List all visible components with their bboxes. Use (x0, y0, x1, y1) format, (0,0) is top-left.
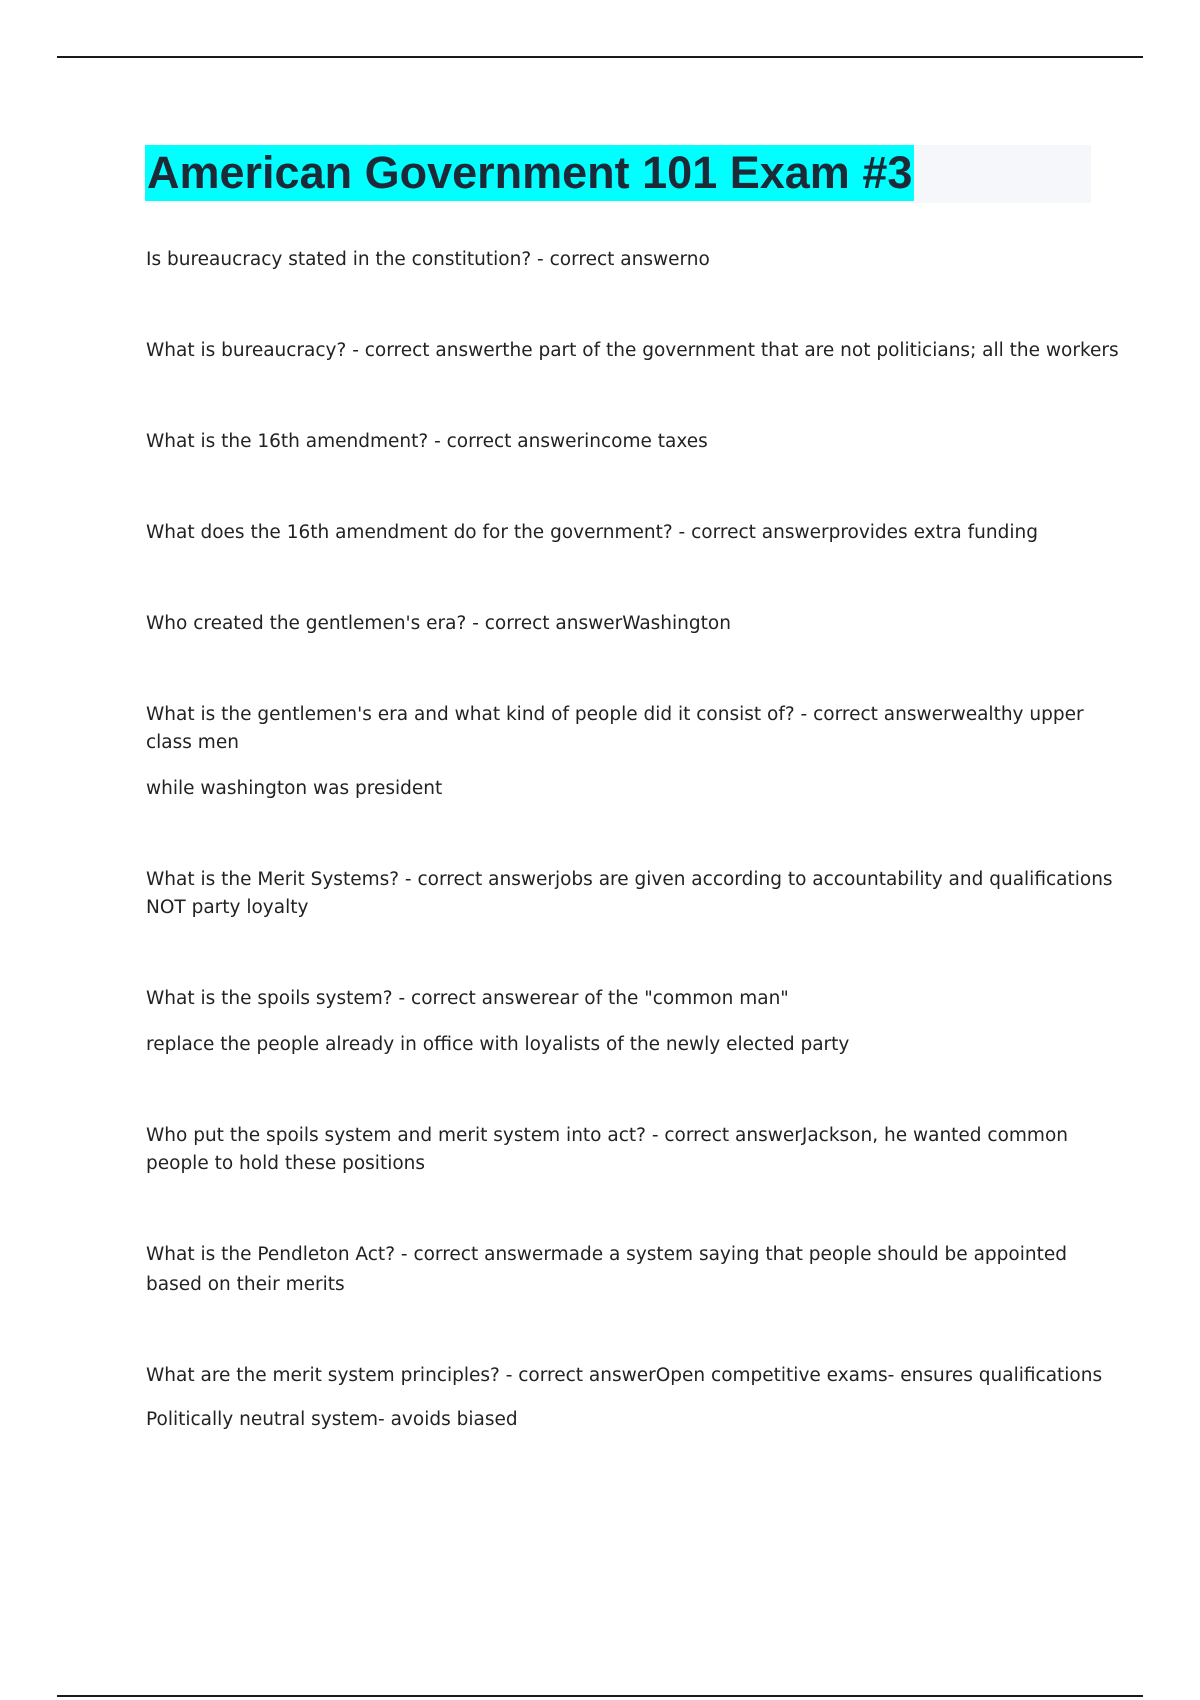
qa-item-6-line-2: class men (146, 732, 239, 753)
qa-item-3: What is the 16th amendment? - correct answerincome taxes (146, 431, 708, 452)
qa-item-4: What does the 16th amendment do for the government? - correct answerprovides extra funding (146, 522, 1038, 543)
qa-item-8-line-1: What is the spoils system? - correct answerear of the "common man" (146, 988, 789, 1009)
qa-item-7-line-1: What is the Merit Systems? - correct answerjobs are given according to accountability and qualifications (146, 869, 1113, 890)
top-rule (57, 56, 1143, 58)
qa-item-10-line-1: What is the Pendleton Act? - correct answermade a system saying that people should be appointed (146, 1244, 1067, 1265)
qa-item-11-line-2: Politically neutral system- avoids biased (146, 1409, 518, 1430)
qa-item-1: Is bureaucracy stated in the constitution? - correct answerno (146, 249, 710, 270)
bottom-rule (57, 1695, 1143, 1697)
qa-item-11-line-1: What are the merit system principles? - correct answerOpen competitive exams- ensures qualifications (146, 1365, 1103, 1386)
qa-item-8-line-2: replace the people already in office with loyalists of the newly elected party (146, 1034, 850, 1055)
qa-item-6-line-3: while washington was president (146, 778, 443, 799)
qa-item-10-line-2: based on their merits (146, 1274, 345, 1295)
qa-item-6-line-1: What is the gentlemen's era and what kind of people did it consist of? - correct answerwealthy upper (146, 704, 1084, 725)
qa-item-2: What is bureaucracy? - correct answerthe part of the government that are not politicians; all the workers (146, 340, 1119, 361)
qa-item-9-line-1: Who put the spoils system and merit system into act? - correct answerJackson, he wanted common (146, 1125, 1069, 1146)
qa-item-7-line-2: NOT party loyalty (146, 897, 309, 918)
page-title: American Government 101 Exam #3 (145, 145, 914, 201)
qa-item-9-line-2: people to hold these positions (146, 1153, 426, 1174)
qa-item-5: Who created the gentlemen's era? - correct answerWashington (146, 613, 731, 634)
